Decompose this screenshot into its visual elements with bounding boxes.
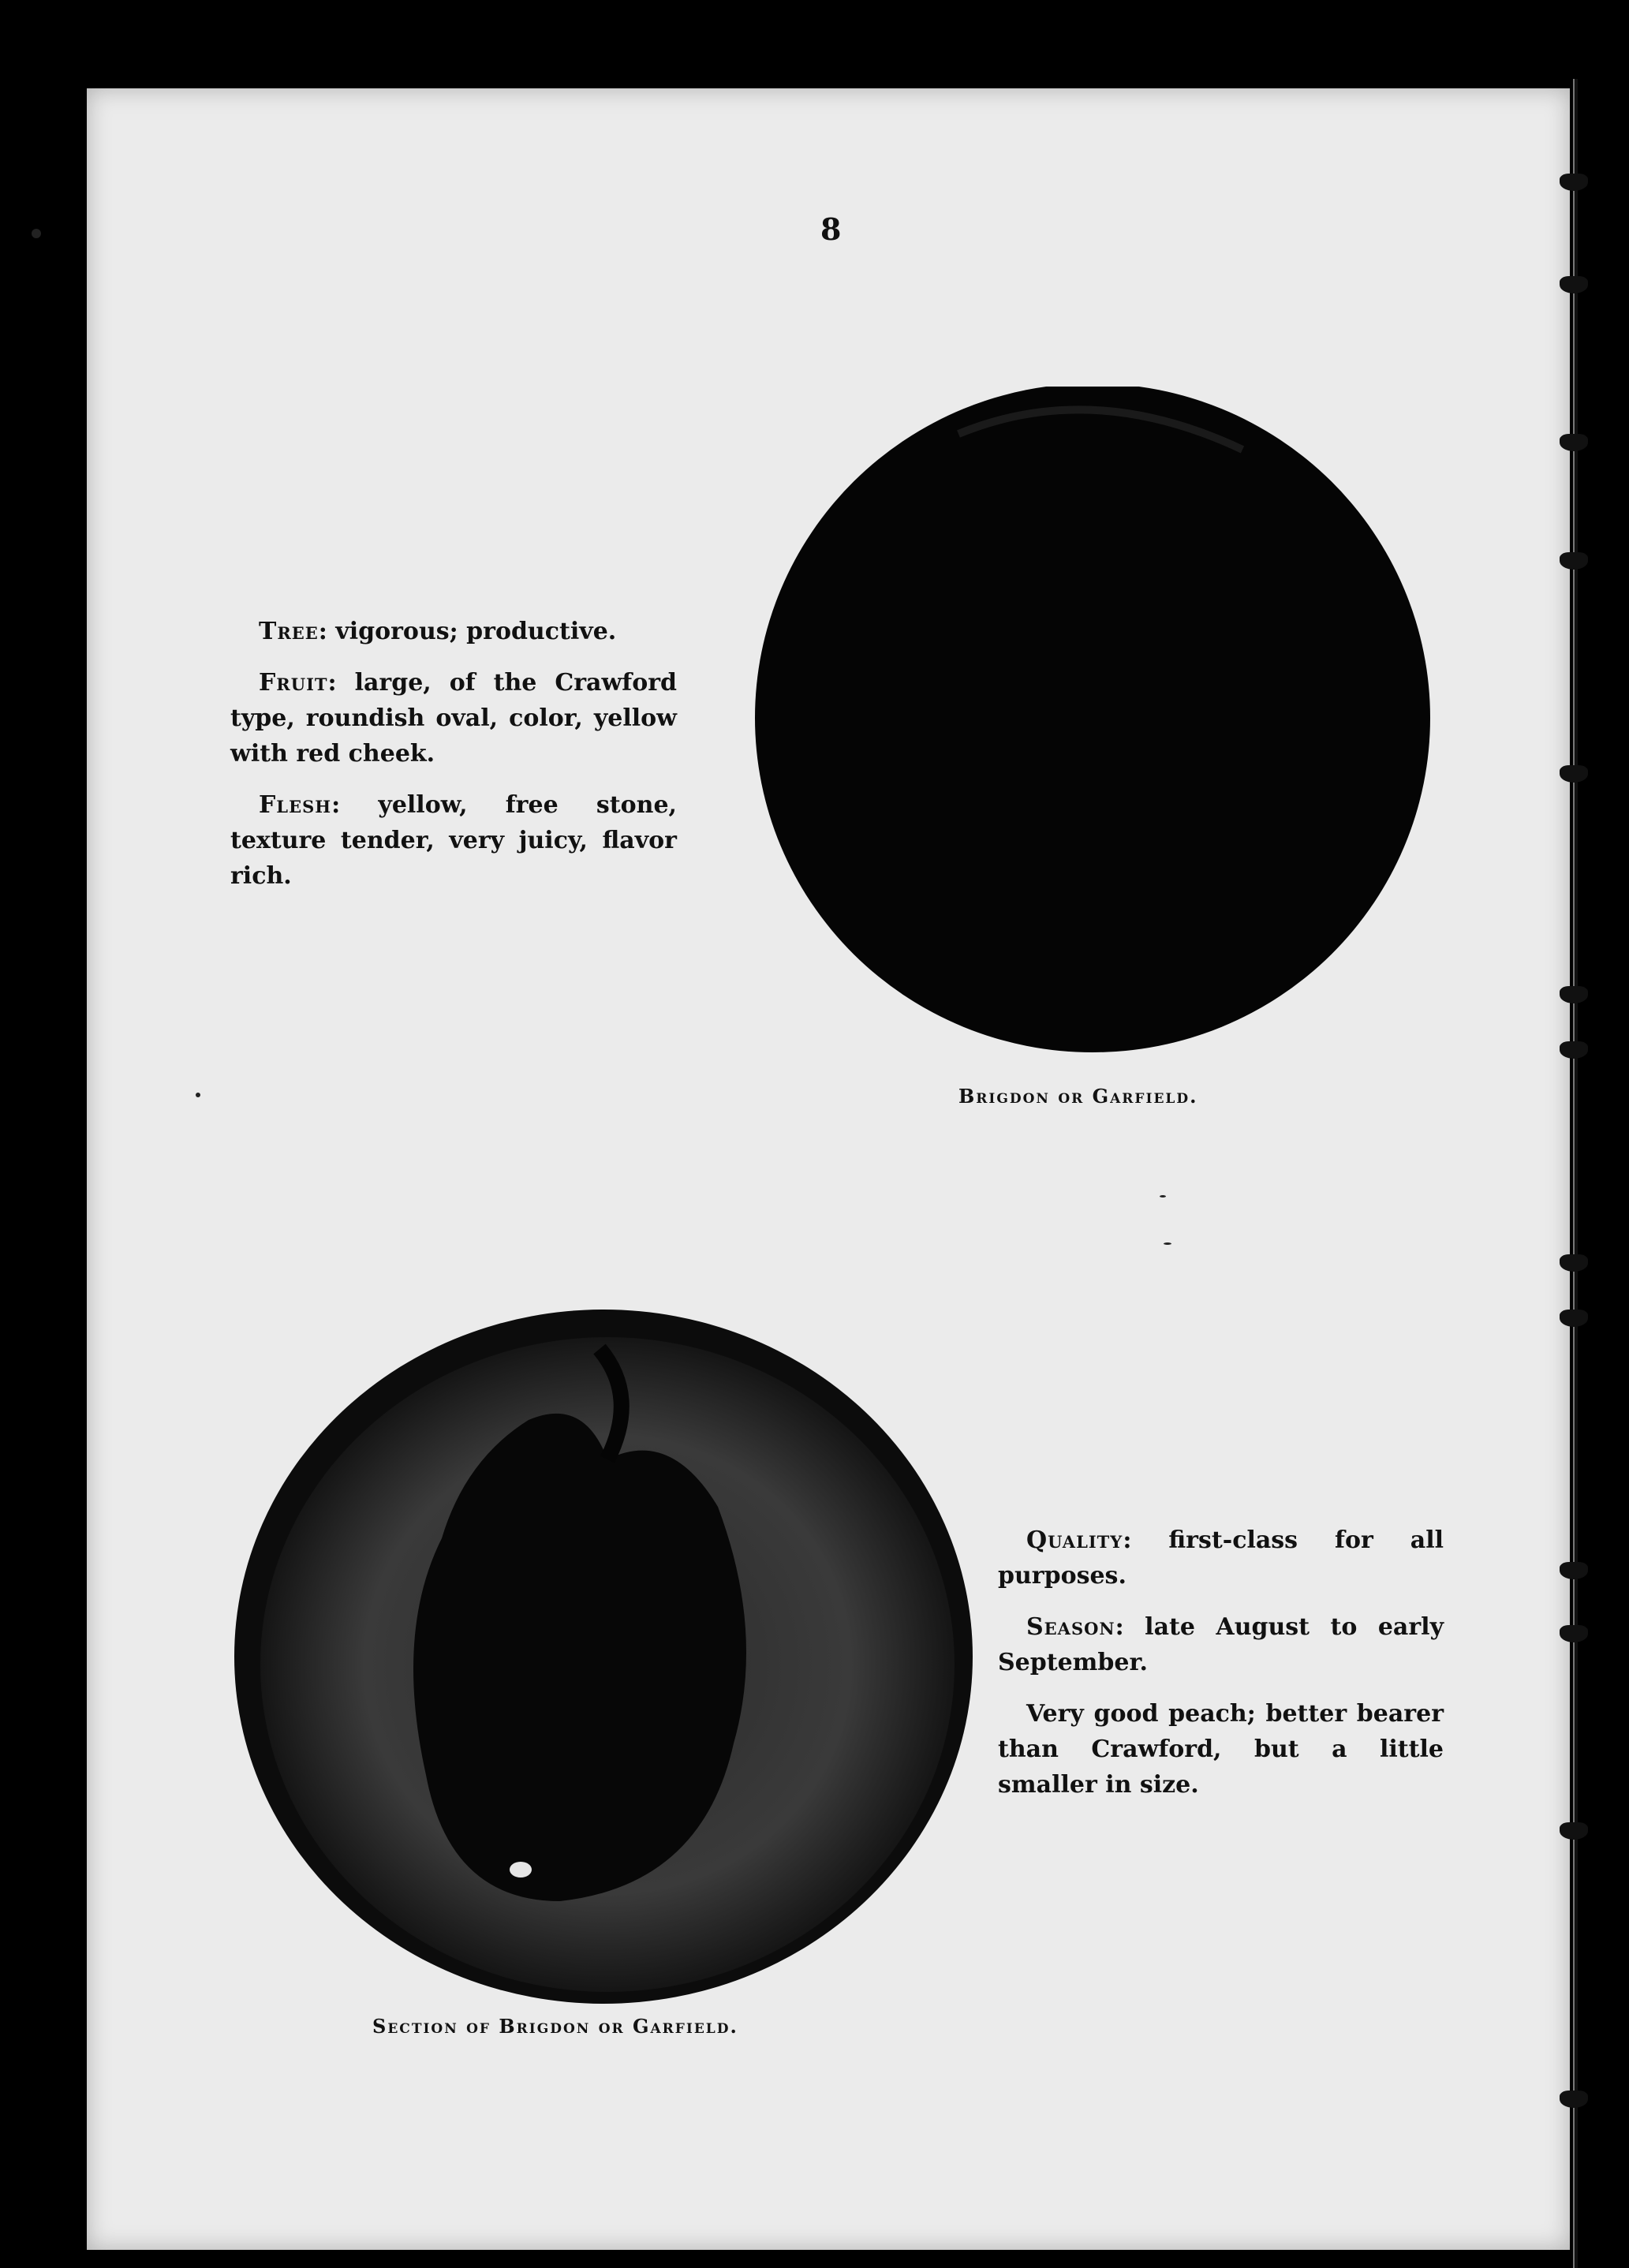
scan-speck xyxy=(1164,1242,1171,1245)
scan-speck xyxy=(196,1093,200,1097)
scan-speck xyxy=(1160,1195,1166,1198)
binding-clip xyxy=(1560,986,1588,1003)
binding-clip xyxy=(1560,1254,1588,1272)
binding-line xyxy=(1573,79,1578,2268)
binding-clip xyxy=(1560,174,1588,191)
term-text: : yellow, free stone, texture tender, very juicy, flavor rich. xyxy=(230,791,677,890)
binding-clip xyxy=(1560,434,1588,451)
term-text: : first-class for all purposes. xyxy=(998,1526,1444,1590)
term-label: Quality xyxy=(1026,1526,1123,1554)
description-tree xyxy=(230,614,677,649)
term-text: Very good peach; better bearer than Crawford, but a little smaller in size. xyxy=(998,1700,1444,1799)
term-text: : large, of the Crawford type, roundish oval, color, yellow with red cheek. xyxy=(230,669,677,768)
section-peach-image xyxy=(229,1302,978,2012)
binding-clip xyxy=(1560,765,1588,783)
caption-whole-peach: Brigdon or Garfield. xyxy=(958,1085,1198,1108)
page-number: 8 xyxy=(820,211,842,247)
description-season xyxy=(998,1609,1444,1680)
binding-edge xyxy=(1566,79,1582,2268)
binding-clip xyxy=(1560,276,1588,293)
description-bottom xyxy=(998,1523,1444,1818)
binding-clip xyxy=(1560,1041,1588,1059)
description-fruit xyxy=(230,665,677,772)
term-text: : vigorous; productive. xyxy=(318,618,617,645)
description-top xyxy=(230,614,677,910)
whole-peach-image xyxy=(753,387,1432,1065)
binding-clip xyxy=(1560,1562,1588,1579)
term-label: Tree xyxy=(259,618,319,645)
binding-clip xyxy=(1560,1625,1588,1642)
term-label: Flesh xyxy=(259,791,332,819)
description-flesh xyxy=(230,787,677,894)
caption-section-peach: Section of Brigdon or Garfield. xyxy=(372,2015,738,2038)
binding-clip xyxy=(1560,1822,1588,1840)
binding-clip xyxy=(1560,1310,1588,1327)
binding-clip xyxy=(1560,2091,1588,2108)
binding-clip xyxy=(1560,552,1588,570)
description-note xyxy=(998,1696,1444,1803)
description-quality xyxy=(998,1523,1444,1594)
term-text: : late August to early September. xyxy=(998,1613,1444,1676)
scan-speck xyxy=(32,229,41,238)
term-label: Season xyxy=(1026,1613,1115,1641)
term-label: Fruit xyxy=(259,669,328,697)
